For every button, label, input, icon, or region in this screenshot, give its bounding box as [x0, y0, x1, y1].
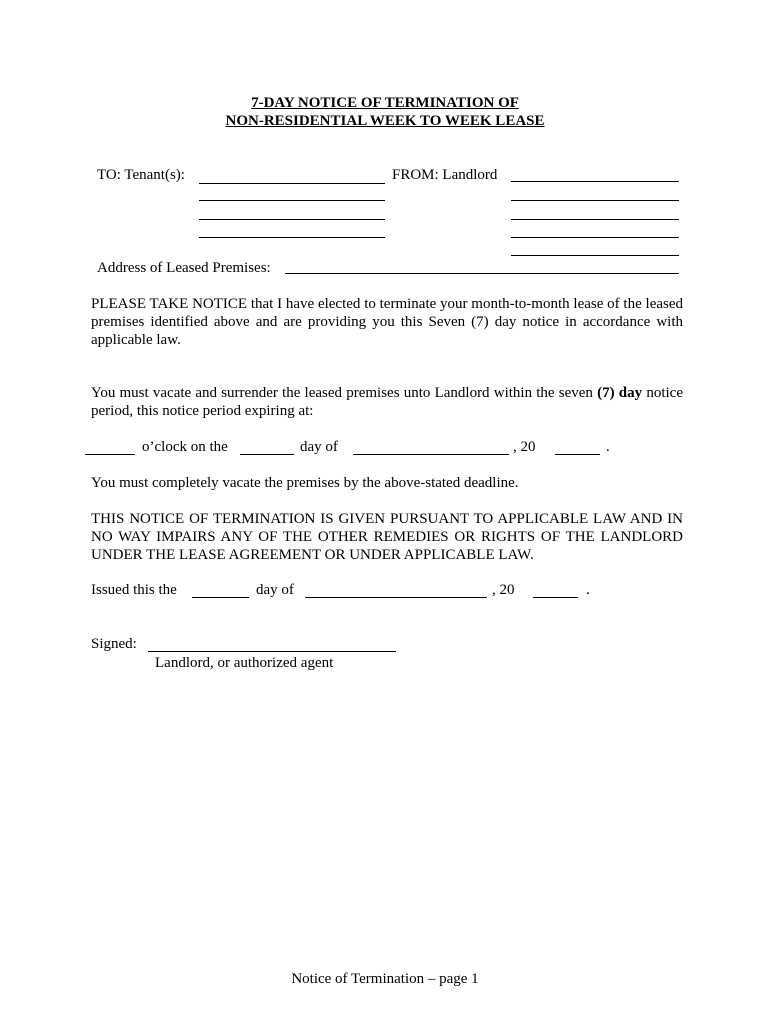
issued-day-field[interactable]: [192, 597, 249, 598]
hour-field[interactable]: [85, 454, 135, 455]
issued-label: Issued this the: [91, 582, 177, 598]
signature-field[interactable]: [148, 651, 396, 652]
deadline-day-field[interactable]: [240, 454, 294, 455]
deadline-month-field[interactable]: [353, 454, 509, 455]
document-title-line-1: 7-DAY NOTICE OF TERMINATION OF: [251, 95, 519, 111]
landlord-name-field-3[interactable]: [511, 219, 679, 220]
to-tenant-label: TO: Tenant(s):: [97, 167, 185, 183]
signer-caption: Landlord, or authorized agent: [155, 655, 334, 671]
vacate-text-bold: (7) day: [597, 385, 643, 401]
tenant-name-field-1[interactable]: [199, 183, 385, 184]
address-label: Address of Leased Premises:: [97, 260, 271, 276]
from-landlord-label: FROM: Landlord: [392, 167, 498, 183]
signed-label: Signed:: [91, 636, 137, 652]
vacate-text-after: notice period, this notice period expiring at:: [91, 385, 683, 419]
complete-vacate-text: You must completely vacate the premises by the above-stated deadline.: [91, 475, 519, 491]
landlord-name-field-2[interactable]: [511, 200, 679, 201]
oclock-label: o’clock on the: [142, 439, 228, 455]
issued-year-prefix: , 20: [492, 582, 515, 598]
year-prefix: , 20: [513, 439, 536, 455]
vacate-text-before: You must vacate and surrender the leased premises unto Landlord within the seven: [91, 385, 598, 401]
issued-period: .: [586, 582, 590, 598]
landlord-name-field-4[interactable]: [511, 237, 679, 238]
deadline-period: .: [606, 439, 610, 455]
issued-year-field[interactable]: [533, 597, 578, 598]
tenant-name-field-2[interactable]: [199, 200, 385, 201]
issued-day-of-label: day of: [256, 582, 294, 598]
page-footer: Notice of Termination – page 1: [291, 971, 479, 987]
landlord-name-field-1[interactable]: [511, 181, 679, 182]
tenant-name-field-4[interactable]: [199, 237, 385, 238]
day-of-label: day of: [300, 439, 338, 455]
issued-month-field[interactable]: [305, 597, 487, 598]
document-title-line-2: NON-RESIDENTIAL WEEK TO WEEK LEASE: [225, 113, 545, 129]
tenant-name-field-3[interactable]: [199, 219, 385, 220]
deadline-year-field[interactable]: [555, 454, 600, 455]
vacate-paragraph: [91, 384, 683, 420]
landlord-name-field-5[interactable]: [511, 255, 679, 256]
address-field[interactable]: [285, 273, 679, 274]
notice-paragraph: PLEASE TAKE NOTICE that I have elected to terminate your month-to-month lease of the leased premises identified above and are providing you this Seven (7) day notice in accordance with applicable law.: [91, 296, 683, 348]
legal-notice-paragraph: THIS NOTICE OF TERMINATION IS GIVEN PURSUANT TO APPLICABLE LAW AND IN NO WAY IMPAIRS ANY OF THE OTHER REMEDIES OR RIGHTS OF THE LANDLORD UNDER THE LEASE AGREEMENT OR UNDER APPLICABLE LAW.: [91, 511, 683, 563]
